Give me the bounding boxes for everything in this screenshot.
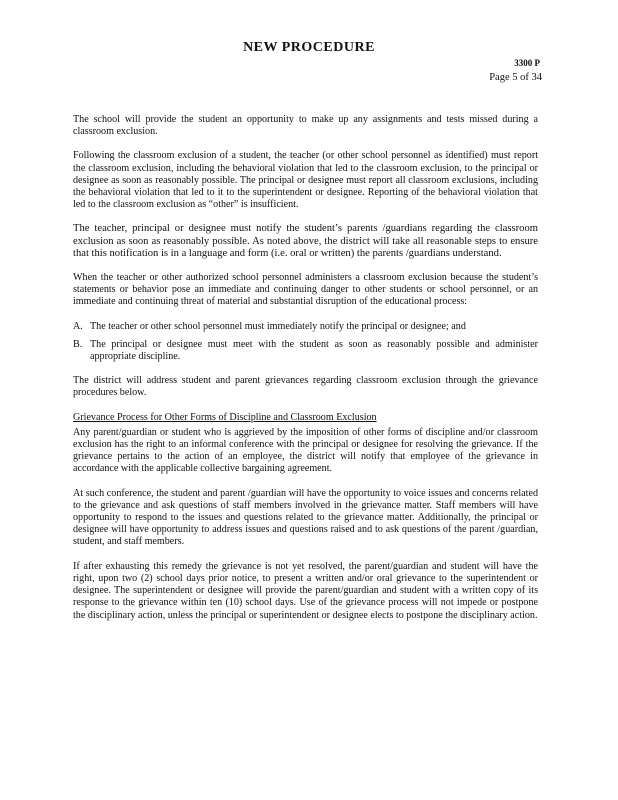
list-item-text: The principal or designee must meet with the student as soon as reasonably possible and administer appropriate discipline. [90,338,538,363]
paragraph-conference-details: At such conference, the student and parent /guardian will have the opportunity to voice issues and concerns related to the grievance and ask questions of staff members involved in the grievance matter. Staff members will have opportunity to respond to the issues and questions related to the grievance matter. Additionally, the principal or designee will have opportunity to address issues and questions raised and to ask questions of the parent /guardian, student, and staff members. [73,487,538,548]
list-item [73,339,538,363]
paragraph-grievance-intro: The district will address student and parent grievances regarding classroom exclusion through the grievance procedures below. [73,375,538,399]
list-marker: A. [73,320,83,332]
list-item [73,321,538,333]
paragraph-makeup-assignments: The school will provide the student an opportunity to make up any assignments and tests missed during a classroom exclusion. [73,114,538,138]
paragraph-superintendent-appeal: If after exhausting this remedy the grievance is not yet resolved, the parent/guardian and student will have the right, upon two (2) school days prior notice, to present a written and/or oral grievance to the superintendent or designee. The superintendent or designee will provide the parent/guardian and student with a written copy of its response to the grievance within ten (10) school days. Use of the grievance process will not impede or postpone the disciplinary action, unless the principal or superintendent or designee elects to postpone the disciplinary action. [73,560,538,621]
paragraph-immediate-danger: When the teacher or other authorized school personnel administers a classroom exclusion because the student’s statements or behavior pose an immediate and continuing danger to other students or school personnel, or an immediate and continuing threat of material and substantial disruption of the educational process: [73,272,538,308]
action-list [73,321,538,364]
paragraph-informal-conference: Any parent/guardian or student who is aggrieved by the imposition of other forms of discipline and/or classroom exclusion has the right to an informal conference with the principal or designee for resolving the grievance. If the grievance pertains to the action of an employee, the district will notify that employee of the grievance in accordance with the applicable collective bargaining agreement. [73,426,538,475]
document-body [73,114,538,634]
list-item-text: The teacher or other school personnel must immediately notify the principal or designee; and [90,320,466,332]
paragraph-parent-notification: The teacher, principal or designee must notify the student’s parents /guardians regarding the classroom exclusion as soon as reasonably possible. As noted above, the district will take all reasonable steps to ensure that this notification is in a language and form (i.e. oral or written) the parents /guardians understand. [73,223,538,259]
page-title: NEW PROCEDURE [243,40,375,55]
page-number: Page 5 of 34 [489,72,542,83]
list-marker: B. [73,338,83,350]
paragraph-reporting-exclusion: Following the classroom exclusion of a student, the teacher (or other school personnel as identified) must report the classroom exclusion, including the behavioral violation that led to the classroom exclusion, to the principal or designee as soon as reasonably possible. The principal or designee must report all classroom exclusions, including the behavioral violation that led to it to the superintendent or designee. Reporting of the behavioral violation that led to the classroom exclusion as “other” is insufficient. [73,150,538,211]
policy-code: 3300 P [514,58,540,68]
section-heading: Grievance Process for Other Forms of Discipline and Classroom Exclusion [73,411,377,423]
